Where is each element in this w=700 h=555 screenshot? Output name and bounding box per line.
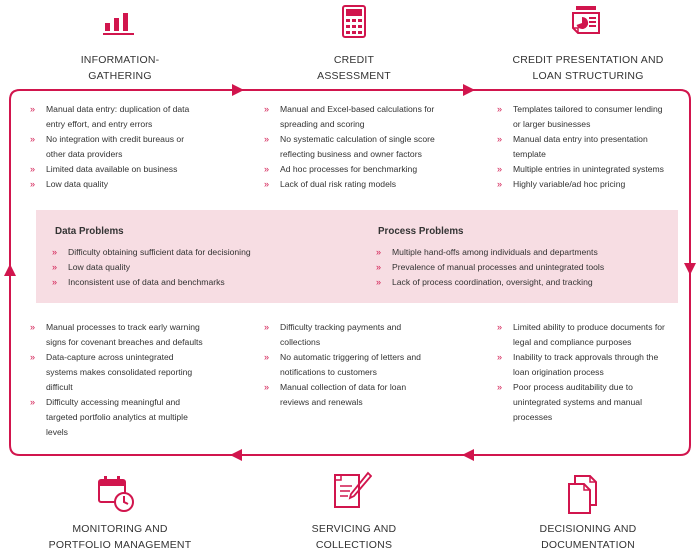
stage-title-monitoring: MONITORING AND PORTFOLIO MANAGEMENT: [48, 523, 192, 551]
credit-presentation-list: [497, 102, 692, 192]
list-item: » Inability to track approvals through the loan origination process: [497, 350, 692, 380]
arrow-right-1: [232, 84, 244, 96]
stage-title-servicing: SERVICING AND COLLECTIONS: [311, 523, 397, 551]
monitoring-list: [30, 320, 240, 440]
list-item: » Low data quality: [52, 260, 352, 275]
list-item: » Multiple hand-offs among individuals and departments: [376, 245, 671, 260]
stage-title-credit-assessment: CREDIT ASSESSMENT: [317, 54, 391, 82]
list-item: » Ad hoc processes for benchmarking: [264, 162, 484, 177]
list-item: » Manual data entry into presentation template: [497, 132, 692, 162]
list-item: » Manual collection of data for loan reviews and renewals: [264, 380, 479, 410]
list-item: » Manual processes to track early warning signs for covenant breaches and defaults: [30, 320, 240, 350]
stage-title-decisioning: DECISIONING AND DOCUMENTATION: [539, 523, 637, 551]
arrow-left-2: [230, 449, 242, 461]
list-item: » Multiple entries in unintegrated systems: [497, 162, 692, 177]
list-item: » Limited data available on business: [30, 162, 240, 177]
list-item: » Templates tailored to consumer lending or larger businesses: [497, 102, 692, 132]
list-item: » No integration with credit bureaus or other data providers: [30, 132, 240, 162]
list-item: » Highly variable/ad hoc pricing: [497, 177, 692, 192]
data-problems-list: [52, 245, 352, 290]
decisioning-list: [497, 320, 692, 425]
stage-title-credit-presentation: CREDIT PRESENTATION AND LOAN STRUCTURING: [512, 54, 664, 82]
list-item: » Manual and Excel-based calculations for spreading and scoring: [264, 102, 484, 132]
list-item: » Difficulty tracking payments and collections: [264, 320, 479, 350]
list-item: » Manual data entry: duplication of data entry effort, and entry errors: [30, 102, 240, 132]
info-gathering-list: [30, 102, 240, 192]
process-problems-heading: Process Problems: [378, 226, 464, 237]
list-item: » No automatic triggering of letters and notifications to customers: [264, 350, 479, 380]
document-pen-icon: [332, 470, 372, 510]
process-problems-list: [376, 245, 671, 290]
list-item: » Low data quality: [30, 177, 240, 192]
calendar-clock-icon: [96, 475, 136, 513]
list-item: » Inconsistent use of data and benchmarks: [52, 275, 352, 290]
arrow-down: [684, 263, 696, 275]
list-item: » Lack of dual risk rating models: [264, 177, 484, 192]
list-item: » Lack of process coordination, oversight, and tracking: [376, 275, 671, 290]
list-item: » Poor process auditability due to unintegrated systems and manual processes: [497, 380, 692, 425]
list-item: » No systematic calculation of single score reflecting business and owner factors: [264, 132, 484, 162]
list-item: » Difficulty obtaining sufficient data for decisioning: [52, 245, 352, 260]
arrow-up: [4, 264, 16, 276]
stage-title-information-gathering: INFORMATION- GATHERING: [80, 54, 160, 82]
list-item: » Difficulty accessing meaningful and targeted portfolio analytics at multiple levels: [30, 395, 240, 440]
list-item: » Data-capture across unintegrated systems makes consolidated reporting difficult: [30, 350, 240, 395]
bar-chart-icon: [102, 7, 136, 37]
list-item: » Limited ability to produce documents for legal and compliance purposes: [497, 320, 692, 350]
documents-icon: [566, 475, 600, 515]
credit-assessment-list: [264, 102, 484, 192]
calculator-icon: [339, 5, 369, 39]
servicing-list: [264, 320, 479, 410]
data-problems-heading: Data Problems: [55, 226, 124, 237]
presentation-icon: [568, 5, 604, 39]
arrow-right-2: [463, 84, 475, 96]
arrow-left-1: [462, 449, 474, 461]
list-item: » Prevalence of manual processes and unintegrated tools: [376, 260, 671, 275]
